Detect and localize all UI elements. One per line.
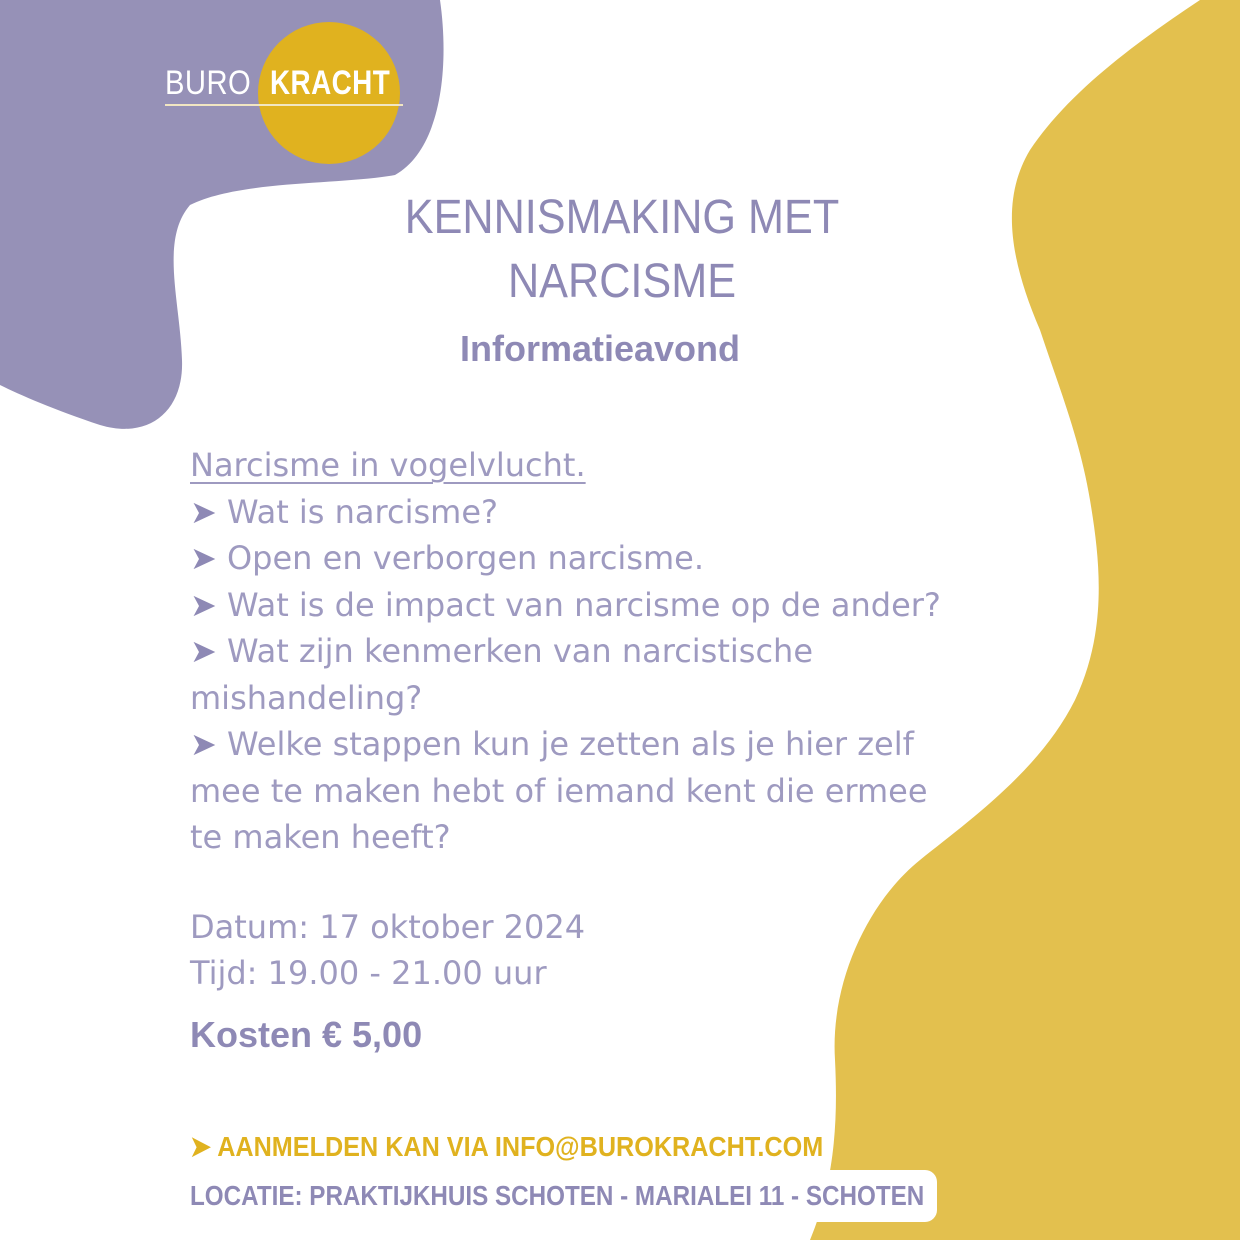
location-text: LOCATIE: PRAKTIJKHUIS SCHOTEN - MARIALEI 11 - SCHOTEN <box>190 1180 925 1211</box>
bullet-text: Wat zijn kenmerken van narcistische mishandeling? <box>190 632 814 717</box>
logo-text-kracht: KRACHT <box>270 64 391 102</box>
logo-text-buro: BURO <box>165 64 252 102</box>
event-details <box>190 904 585 996</box>
topics-section <box>190 442 960 861</box>
section-heading: Narcisme in vogelvlucht. <box>190 446 586 484</box>
signup-info <box>190 1130 823 1163</box>
arrow-icon: ➤ <box>190 585 217 624</box>
signup-text: AANMELDEN KAN VIA INFO@BUROKRACHT.COM <box>217 1131 824 1162</box>
event-cost: Kosten € 5,00 <box>190 1014 423 1055</box>
arrow-icon: ➤ <box>190 539 217 577</box>
arrow-icon: ➤ <box>190 492 217 531</box>
arrow-icon: ➤ <box>190 1131 212 1162</box>
bullet-item <box>190 582 960 629</box>
title-line-2: NARCISME <box>507 255 737 308</box>
event-time: Tijd: 19.00 - 21.00 uur <box>190 954 547 992</box>
bullet-text: Welke stappen kun je zetten als je hier zelf mee te maken hebt of iemand kent die ermee te maken heeft? <box>190 725 928 856</box>
title-line-1: KENNISMAKING MET <box>404 191 840 244</box>
logo-underline <box>165 104 403 106</box>
arrow-icon: ➤ <box>190 725 217 763</box>
arrow-icon: ➤ <box>190 632 217 670</box>
bullet-item <box>190 489 960 536</box>
bullet-item <box>190 628 960 721</box>
bullet-item <box>190 535 960 582</box>
bullet-text: Wat is narcisme? <box>226 492 498 531</box>
page-title <box>397 186 847 314</box>
page-subtitle: Informatieavond <box>459 328 741 369</box>
bullet-text: Wat is de impact van narcisme op de ander? <box>226 585 941 624</box>
event-date: Datum: 17 oktober 2024 <box>190 908 586 946</box>
bullet-item <box>190 721 960 861</box>
bullet-text: Open en verborgen narcisme. <box>226 539 705 577</box>
